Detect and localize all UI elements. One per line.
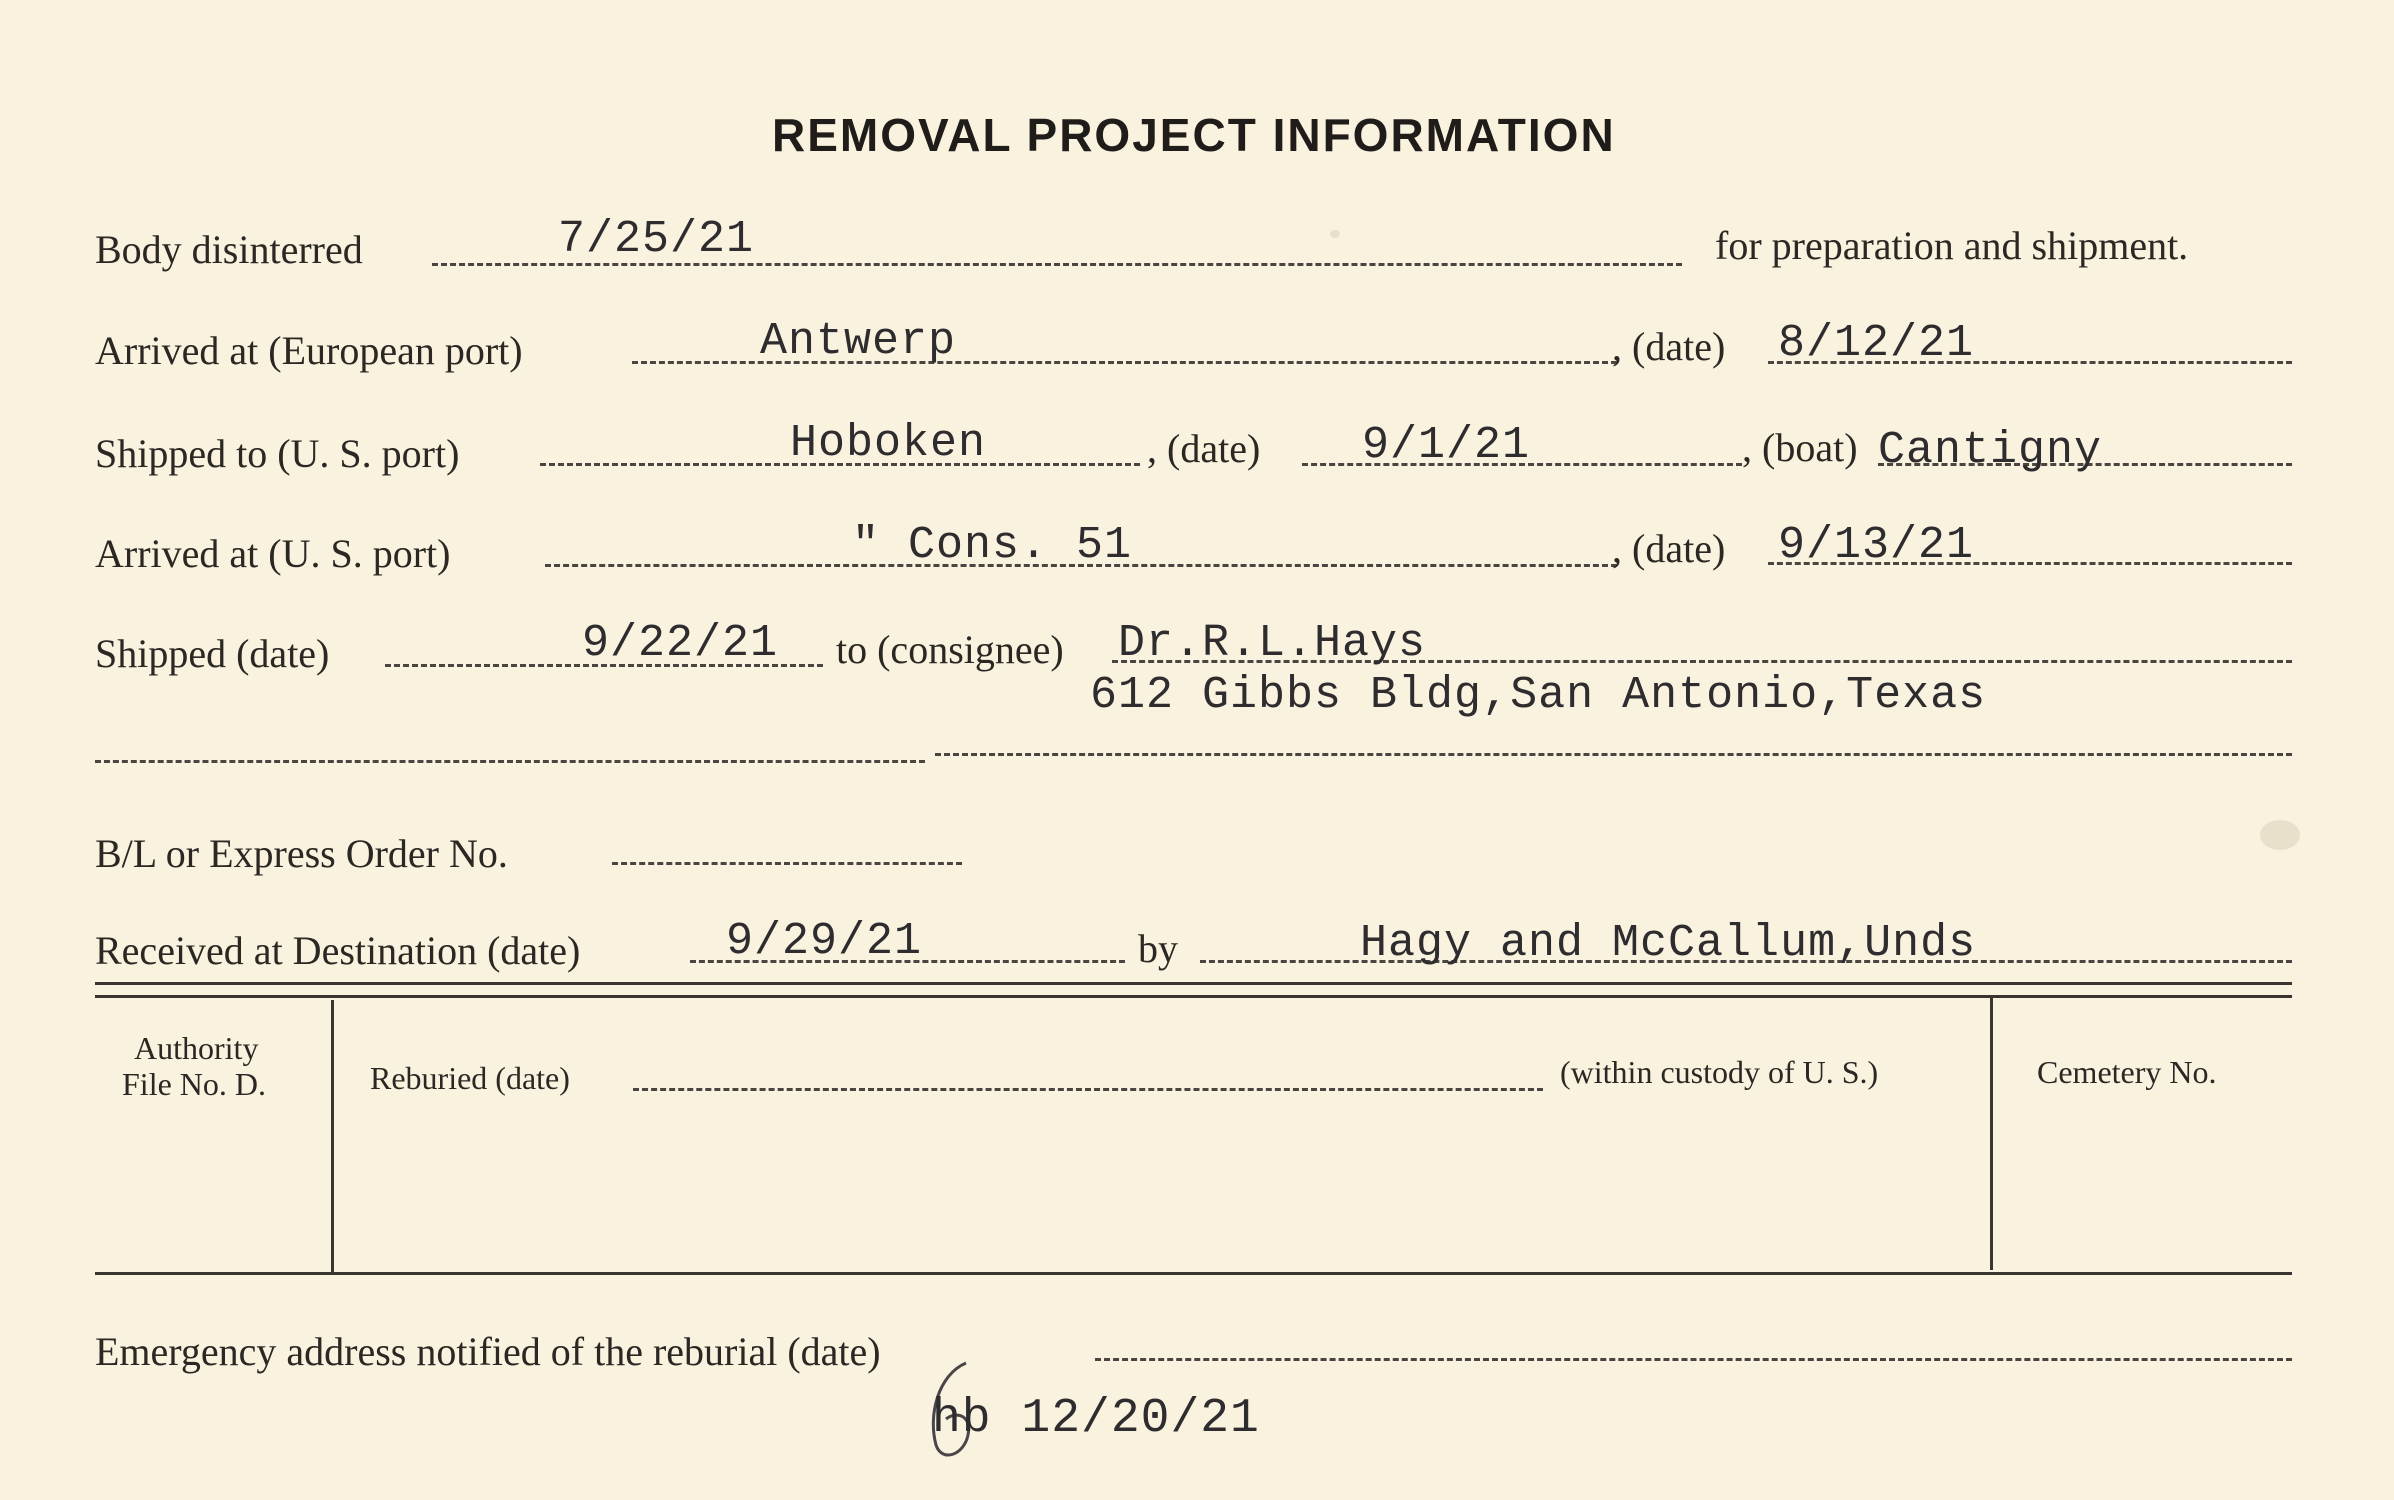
emergency-label: Emergency address notified of the reburial (date): [95, 1329, 881, 1374]
shipped-date-label: , (date): [1147, 426, 1261, 471]
received-by-value: Hagy and McCallum,Unds: [1360, 918, 1977, 969]
boat-label: , (boat): [1742, 425, 1858, 470]
reburied-line: [633, 1088, 1543, 1091]
us-arrived-date-label: , (date): [1612, 526, 1726, 571]
us-arrived-date-value: 9/13/21: [1778, 520, 1975, 571]
bl-label: B/L or Express Order No.: [95, 831, 508, 876]
bl-line: [612, 862, 962, 865]
shipped-date-value: 9/1/21: [1362, 420, 1531, 471]
consignee-label: to (consignee): [836, 627, 1064, 672]
received-label: Received at Destination (date): [95, 928, 581, 973]
european-port-label: Arrived at (European port): [95, 328, 523, 373]
box-top-rule-2: [95, 995, 2292, 998]
received-by-label: by: [1138, 926, 1178, 971]
consignee-address: 612 Gibbs Bldg,San Antonio,Texas: [1090, 670, 1987, 721]
shipped-date-row-label: Shipped (date): [95, 631, 330, 676]
european-port-value: Antwerp: [760, 316, 957, 367]
us-port-arrived-label: Arrived at (U. S. port): [95, 531, 451, 576]
box-divider-right: [1990, 995, 1993, 1270]
blank-line-right: [935, 753, 2292, 756]
authority-line-1: Authority: [134, 1030, 259, 1066]
box-bottom-rule: [95, 1272, 2292, 1275]
authority-line-2: File No. D.: [122, 1066, 266, 1102]
box-top-rule: [95, 982, 2292, 985]
paper-stain: [2260, 820, 2300, 850]
boat-value: Cantigny: [1878, 425, 2103, 476]
reburied-label: Reburied (date): [370, 1060, 570, 1096]
shipped-row-date-value: 9/22/21: [582, 618, 779, 669]
us-port-shipped-value: Hoboken: [790, 418, 987, 469]
disinterred-suffix: for preparation and shipment.: [1715, 223, 2189, 268]
custody-label: (within custody of U. S.): [1560, 1054, 1879, 1090]
us-port-shipped-label: Shipped to (U. S. port): [95, 431, 460, 476]
form-title: REMOVAL PROJECT INFORMATION: [772, 109, 1616, 161]
european-date-label: , (date): [1612, 324, 1726, 369]
disinterred-date-value: 7/25/21: [558, 214, 755, 265]
blank-line-left: [95, 760, 925, 763]
disinterred-label: Body disinterred: [95, 227, 363, 272]
consignee-value: Dr.R.L.Hays: [1118, 618, 1427, 669]
emergency-note: hb 12/20/21: [932, 1392, 1260, 1446]
received-date-value: 9/29/21: [726, 916, 923, 967]
cemetery-label: Cemetery No.: [2037, 1054, 2217, 1090]
box-divider-left: [331, 1000, 334, 1275]
european-date-value: 8/12/21: [1778, 318, 1975, 369]
us-port-arrived-value: " Cons. 51: [852, 520, 1133, 571]
emergency-line: [1095, 1358, 2292, 1361]
paper-stain: [1330, 230, 1340, 238]
